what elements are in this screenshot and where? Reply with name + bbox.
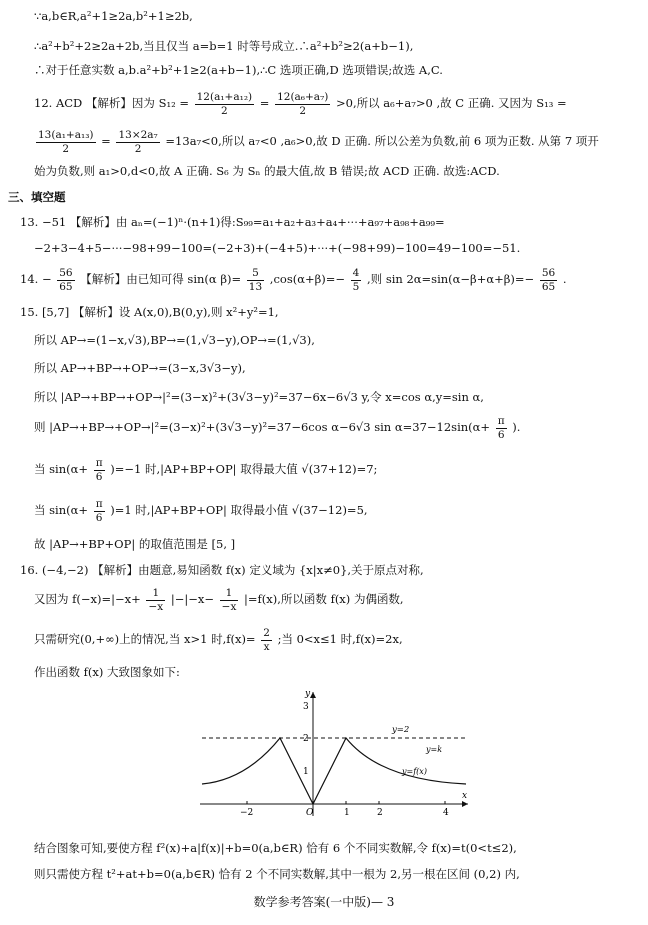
text-line: ∵a,b∈R,a²+1≥2a,b²+1≥2b, <box>34 9 193 23</box>
text-line: −2+3−4+5−···−98+99−100=(−2+3)+(−4+5)+···+(−98+99)−100=49−100=−51. <box>34 241 521 255</box>
q16-line-b: 又因为 f(−x)=|−x+ $\frac{1}{-x}$ |−|−x− $\frac{1}{-x}$ |=f(x),所以函数 f(x) 为偶函数, <box>34 586 404 613</box>
x-tick-label: 2 <box>377 808 383 818</box>
fraction: $\frac{\text{12(a₆+a₇)}}{2}$ <box>277 90 329 117</box>
text-line: 16. (−4,−2) 【解析】由题意,易知函数 f(x) 定义域为 {x|x≠0},关于原点对称, <box>20 563 424 577</box>
text-line: 结合图象可知,要使方程 f²(x)+a|f(x)|+b=0(a,b∈R) 恰有 6 个不同实数解,令 f(x)=t(0<t≤2), <box>34 841 517 855</box>
fraction: $\frac{1}{-x}$ <box>148 586 164 613</box>
q12-line1: 12. ACD 【解析】因为 S₁₂ = $\frac{\text{12(a₁+a₁₂)}}{2}$ = $\frac{\text{12(a₆+a₇)}}{2}$ >0,所以 a₆+a₇>0 ,故 C 正确. 又因为 S₁₃ = <box>34 90 567 117</box>
text-line: 则只需使方程 t²+at+b=0(a,b∈R) 恰有 2 个不同实数解,其中一根为 2,另一根在区间 (0,2) 内, <box>34 867 520 881</box>
x-tick-label: −2 <box>240 808 254 818</box>
text-line: 所以 AP→=(1−x,√3),BP→=(1,√3−y),OP→=(1,√3), <box>34 333 315 347</box>
text-line: 所以 |AP→+BP→+OP→|²=(3−x)²+(3√3−y)²=37−6x−6√3 y,令 x=cos α,y=sin α, <box>34 390 484 404</box>
k-label: y=k <box>426 745 443 754</box>
y-tick-label: 1 <box>303 767 309 777</box>
y-tick-label: 3 <box>303 702 309 712</box>
x-axis-label: x <box>462 791 468 801</box>
x-axis-arrow <box>462 801 468 807</box>
line-label: y=2 <box>392 725 410 735</box>
y-tick-label: 2 <box>303 734 309 744</box>
fraction: $\frac{\pi}{6}$ <box>497 414 505 441</box>
y-axis-arrow <box>310 692 316 698</box>
q15-line-e: 则 |AP→+BP→+OP→|²=(3−x)²+(3√3−y)²=37−6cos α−6√3 sin α=37−12sin(α+ $\frac{\pi}{6}$ ). <box>34 414 521 441</box>
text-line: ∴a²+b²+2≥2a+2b,当且仅当 a=b=1 时等号成立.∴a²+b²≥2(a+b−1), <box>34 39 414 53</box>
fraction: $\frac{\text{13(a₁+a₁₃)}}{2}$ <box>38 128 94 155</box>
q12-line2: $\frac{\text{13(a₁+a₁₃)}}{2}$ = $\frac{\text{13×2a₇}}{2}$ =13a₇<0,所以 a₇<0 ,a₆>0,故 D 正确. 所以公差为负数,前 6 项为正数. 从第 7 项开 <box>38 128 599 155</box>
page-footer: 数学参考答案(一中版)— 3 <box>253 895 395 909</box>
q14-line: 14. − $\frac{56}{65}$ 【解析】由已知可得 sin(α β)= $\frac{5}{13}$ ,cos(α+β)=− $\frac{4}{5}$ ,则 sin 2α=sin(α−β+α+β)=− $\frac{56}{65}$ . <box>20 266 567 293</box>
fraction: $\frac{56}{65}$ <box>59 266 73 293</box>
fraction: $\frac{5}{13}$ <box>248 266 263 293</box>
text-line: 所以 AP→+BP→+OP→=(3−x,3√3−y), <box>34 361 246 375</box>
text-line: ∴对于任意实数 a,b.a²+b²+1≥2(a+b−1),∴C 选项正确,D 选项错误;故选 A,C. <box>34 63 443 77</box>
text-line: 13. −51 【解析】由 aₙ=(−1)ⁿ·(n+1)得:S₉₉=a₁+a₂+a₃+a₄+···+a₉₇+a₉₈+a₉₉= <box>20 215 445 229</box>
origin-label: O <box>306 808 314 818</box>
q15-line-f: 当 sin(α+ $\frac{\pi}{6}$ )=−1 时,|AP+BP+OP| 取得最大值 √(37+12)=7; <box>34 456 378 483</box>
fraction: $\frac{\text{12(a₁+a₁₂)}}{2}$ <box>196 90 253 117</box>
text-line: 故 |AP→+BP+OP| 的取值范围是 [5, ] <box>34 537 236 551</box>
x-tick-label: 4 <box>443 808 449 818</box>
fraction: $\frac{\pi}{6}$ <box>95 456 103 483</box>
fraction: $\frac{\text{13×2a₇}}{2}$ <box>118 128 158 155</box>
q12-prefix: 12. ACD 【解析】因为 S₁₂ = <box>34 96 189 110</box>
q16-line-c: 只需研究(0,+∞)上的情况,当 x>1 时,f(x)= $\frac{2}{x}$ ;当 0<x≤1 时,f(x)=2x, <box>34 626 403 653</box>
q15-line-g: 当 sin(α+ $\frac{\pi}{6}$ )=1 时,|AP+BP+OP| 取得最小值 √(37−12)=5, <box>34 497 368 524</box>
fraction: $\frac{56}{65}$ <box>541 266 556 293</box>
text-line: 15. [5,7] 【解析】设 A(x,0),B(0,y),则 x²+y²=1, <box>20 305 279 319</box>
text-line: 始为负数,则 a₁>0,d<0,故 A 正确. S₆ 为 Sₙ 的最大值,故 B 错误;故 ACD 正确. 故选:ACD. <box>34 164 500 178</box>
fraction: $\frac{4}{5}$ <box>352 266 360 293</box>
x-tick-label: 1 <box>344 808 350 818</box>
curve-label: y=f(x) <box>402 767 427 776</box>
fraction: $\frac{2}{x}$ <box>263 626 270 653</box>
text-line: 作出函数 f(x) 大致图象如下: <box>34 665 180 679</box>
function-graph <box>196 688 472 820</box>
section-heading: 三、填空题 <box>8 190 66 204</box>
y-axis-label: y <box>305 689 311 699</box>
fraction: $\frac{\pi}{6}$ <box>95 497 103 524</box>
fraction: $\frac{1}{-x}$ <box>221 586 237 613</box>
